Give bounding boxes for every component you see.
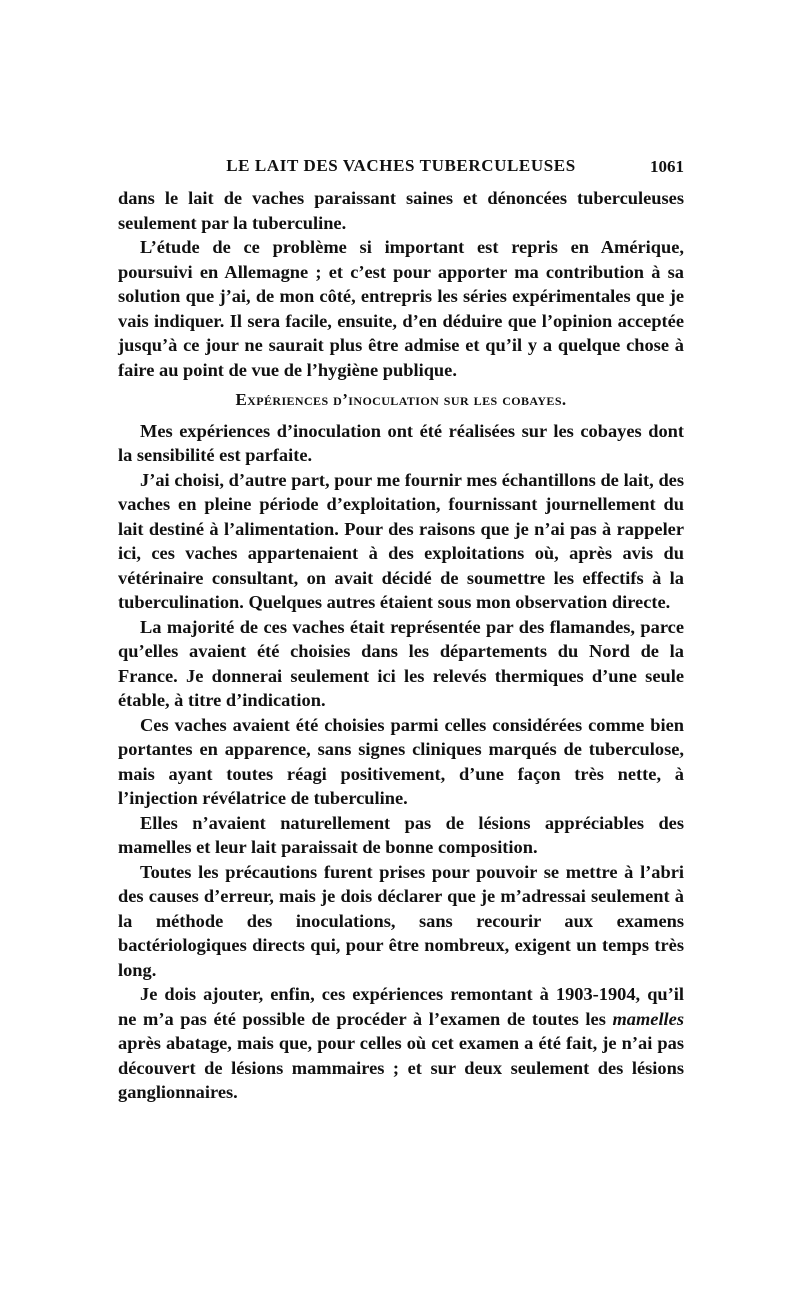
paragraph: Elles n’avaient naturellement pas de lésions appréciables des mamelles et leur lait paraissait de bonne composition. — [118, 812, 684, 857]
paragraph: Mes expériences d’inoculation ont été réalisées sur les cobayes dont la sensibilité est parfaite. — [118, 420, 684, 465]
text-run: après abatage, mais que, pour celles où cet examen a été fait, je n’ai pas découvert de lésions mammaires ; et sur deux seulement des lésions ganglionnaires. — [118, 1033, 684, 1102]
paragraph: L’étude de ce problème si important est repris en Amérique, poursuivi en Allemagne ; et c’est pour apporter ma contribution à sa solution que j’ai, de mon côté, entrepris les séries expérimentales que je vais indiquer. Il sera facile, ensuite, d’en déduire que l’opinion acceptée jusqu’à ce jour ne saurait plus être admise et qu’il y a quelque chose à faire au point de vue de l’hygiène publique. — [118, 237, 684, 380]
text-run: Je dois ajouter, enfin, ces expériences remontant à 1903-1904, qu’il ne m’a pas été possible de procéder à l’examen de toutes les — [118, 984, 684, 1029]
section-heading: Expériences d’inoculation sur les cobayes. — [235, 390, 567, 409]
paragraph-last — [118, 982, 684, 1105]
paragraph-continued: dans le lait de vaches paraissant saines et dénoncées tuberculeuses seulement par la tuberculine. — [118, 188, 684, 233]
paragraph: Toutes les précautions furent prises pour pouvoir se mettre à l’abri des causes d’erreur, mais je dois déclarer que je m’adressai seulement à la méthode des inoculations, sans recourir aux examens bactériologiques directs qui, pour être nombreux, exigent un temps très long. — [118, 861, 684, 980]
italic-term: mamelles — [612, 1008, 684, 1029]
paragraph: Ces vaches avaient été choisies parmi celles considérées comme bien portantes en apparence, sans signes cliniques marqués de tuberculose, mais ayant toutes réagi positivement, d’une façon très nette, à l’injection révélatrice de tuberculine. — [118, 714, 684, 808]
page-body — [118, 186, 684, 1105]
paragraph: J’ai choisi, d’autre part, pour me fournir mes échantillons de lait, des vaches en pleine période d’exploitation, fournissant journellement du lait destiné à l’alimentation. Pour des raisons que je n’ai pas à rappeler ici, ces vaches appartenaient à des exploitations où, après avis du vétérinaire consultant, on avait décidé de soumettre les effectifs à la tuberculination. Quelques autres étaient sous mon observation directe. — [118, 469, 684, 612]
running-title: LE LAIT DES VACHES TUBERCULEUSES — [226, 156, 576, 175]
page-number: 1061 — [650, 157, 684, 176]
paragraph: La majorité de ces vaches était représentée par des flamandes, parce qu’elles avaient été choisies dans les départements du Nord de la France. Je donnerai seulement ici les relevés thermiques d’une seule étable, à titre d’indication. — [118, 616, 684, 710]
page-header — [118, 156, 684, 182]
